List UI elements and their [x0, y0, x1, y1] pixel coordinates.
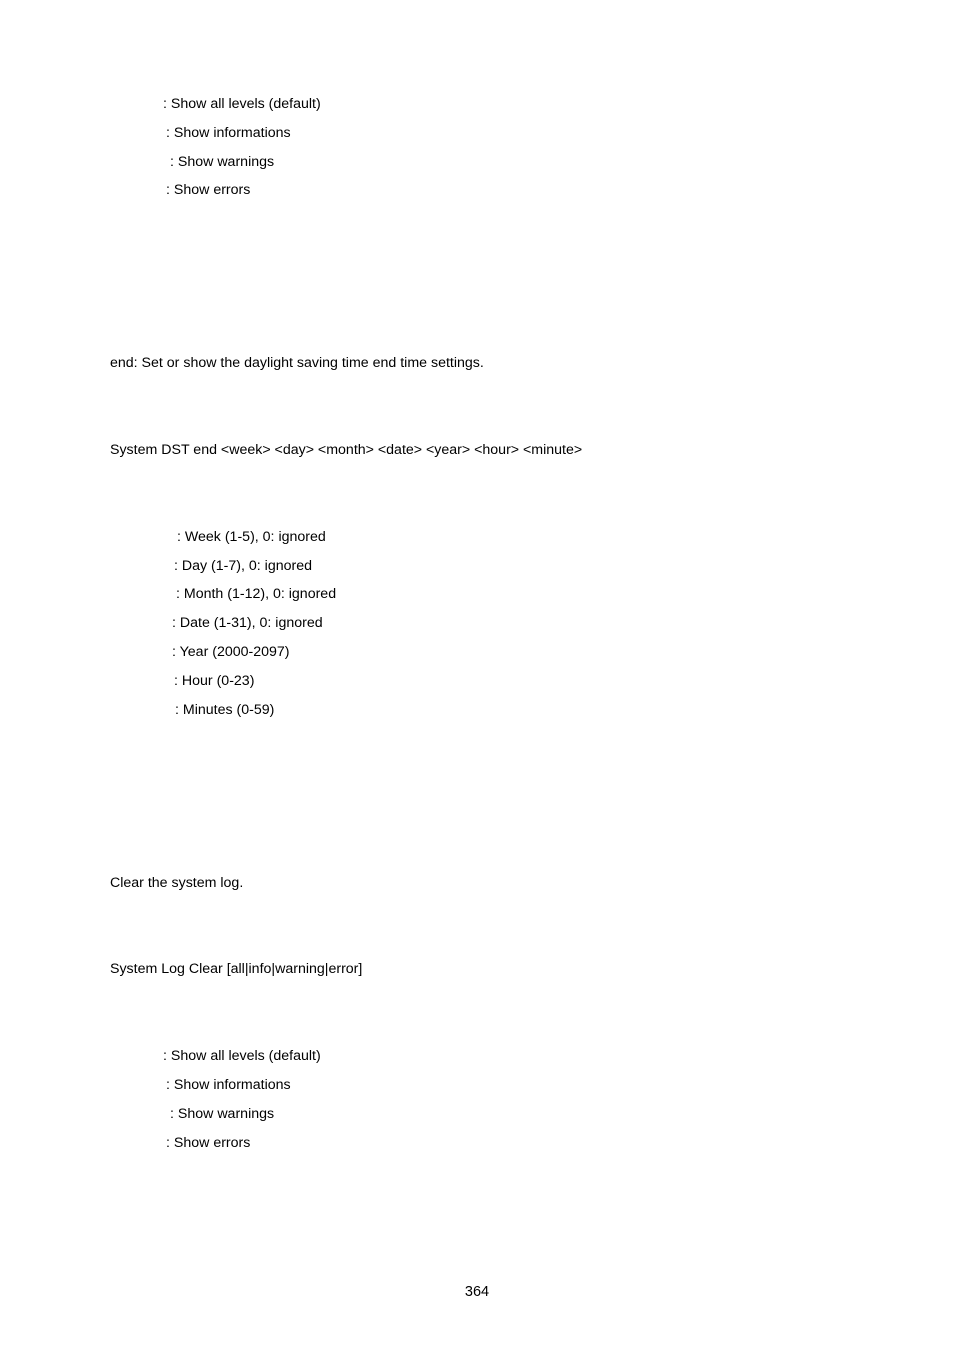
param-month-desc: : Month (1-12), 0: ignored	[176, 586, 337, 602]
param-info-desc: : Show informations	[166, 125, 291, 141]
param-hour-desc: : Hour (0-23)	[174, 673, 255, 689]
param-day-desc: : Day (1-7), 0: ignored	[174, 558, 312, 574]
param-error-desc: : Show errors	[166, 1135, 251, 1151]
param-year-desc: : Year (2000-2097)	[172, 644, 290, 660]
param-date-desc: : Date (1-31), 0: ignored	[172, 615, 323, 631]
page-number: 364	[464, 1284, 490, 1300]
dst-end-description: end: Set or show the daylight saving time end time settings.	[110, 355, 484, 371]
param-week-desc: : Week (1-5), 0: ignored	[177, 529, 326, 545]
param-all-desc: : Show all levels (default)	[163, 1048, 321, 1064]
param-all-desc: : Show all levels (default)	[163, 96, 321, 112]
param-error-desc: : Show errors	[166, 182, 251, 198]
dst-end-syntax: System DST end <week> <day> <month> <date> <year> <hour> <minute>	[110, 442, 583, 458]
param-warning-desc: : Show warnings	[170, 1106, 275, 1122]
param-warning-desc: : Show warnings	[170, 154, 275, 170]
param-info-desc: : Show informations	[166, 1077, 291, 1093]
log-clear-description: Clear the system log.	[110, 875, 244, 891]
log-clear-syntax: System Log Clear [all|info|warning|error]	[110, 961, 363, 977]
param-minute-desc: : Minutes (0-59)	[175, 702, 275, 718]
